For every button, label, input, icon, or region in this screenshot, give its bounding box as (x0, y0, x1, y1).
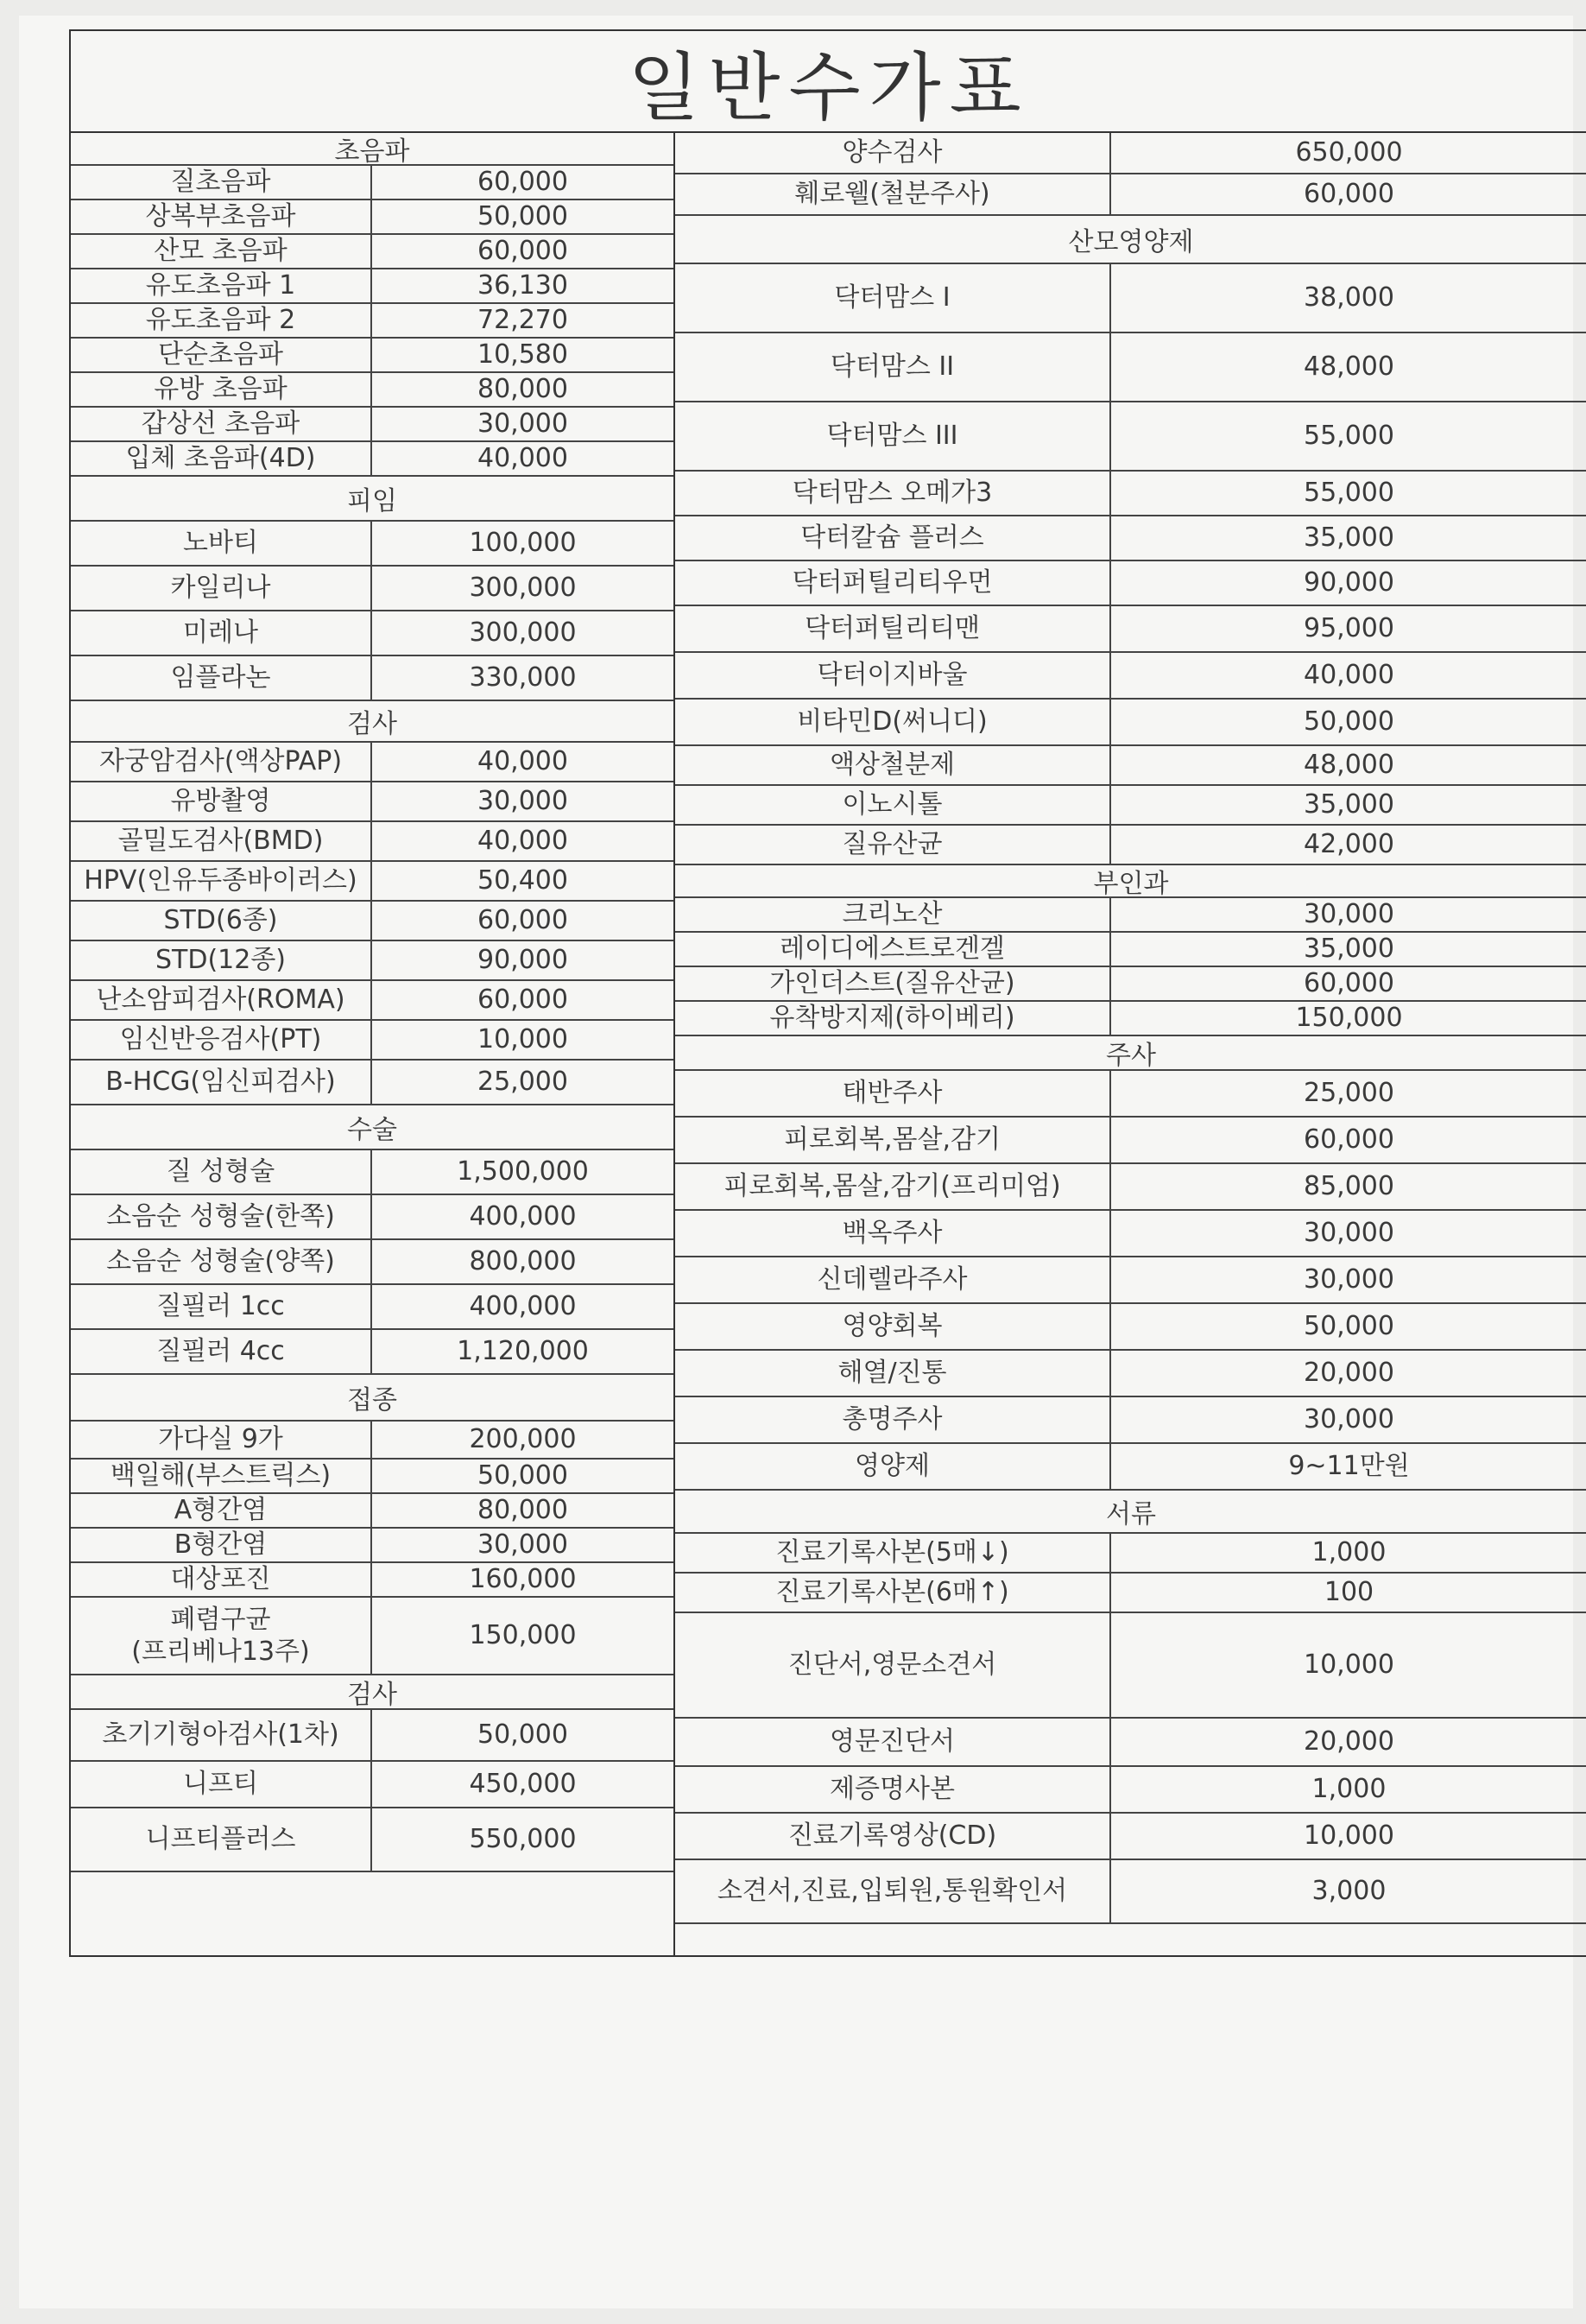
price-row (675, 402, 1586, 472)
item-name: 카일리나 (71, 567, 372, 610)
price-row (675, 1814, 1586, 1860)
item-price: 330,000 (469, 662, 577, 693)
price-table-document (69, 29, 1586, 1957)
price-row (675, 1767, 1586, 1814)
price-row (675, 133, 1586, 174)
item-price: 60,000 (477, 236, 568, 267)
price-row (675, 264, 1586, 333)
price-row (675, 826, 1586, 865)
item-name: 훼로웰(철분주사) (675, 174, 1111, 214)
price-row (675, 516, 1586, 561)
price-row (675, 967, 1586, 1002)
section-header: 초음파 (71, 133, 673, 166)
item-price: 30,000 (477, 408, 568, 440)
price-row (675, 1304, 1586, 1351)
item-price: 400,000 (469, 1201, 577, 1232)
price-row (675, 1860, 1586, 1924)
item-name: 임플라논 (71, 656, 372, 700)
price-row (675, 1211, 1586, 1257)
price-row (71, 782, 673, 822)
item-price: 85,000 (1304, 1171, 1394, 1202)
price-row (675, 606, 1586, 653)
item-name: 소견서,진료,입퇴원,통원확인서 (675, 1860, 1111, 1922)
price-row (675, 1118, 1586, 1164)
item-price: 30,000 (1304, 1404, 1394, 1435)
section-header: 피임 (71, 477, 673, 522)
left-column (71, 133, 675, 1957)
item-name: 골밀도검사(BMD) (71, 822, 372, 860)
item-name: 질필러 1cc (71, 1285, 372, 1328)
price-row (71, 1061, 673, 1105)
price-row (675, 1351, 1586, 1397)
item-name: 닥터칼슘 플러스 (675, 516, 1111, 560)
item-price: 50,000 (477, 201, 568, 232)
item-price: 50,000 (1304, 1311, 1394, 1342)
item-name: 갑상선 초음파 (71, 408, 372, 440)
item-price: 90,000 (477, 945, 568, 976)
item-name: 니프티 (71, 1762, 372, 1807)
item-name: 폐렴구균 (프리베나13주) (71, 1598, 372, 1674)
item-price: 1,500,000 (457, 1156, 589, 1187)
price-row (71, 1529, 673, 1563)
price-row (675, 933, 1586, 967)
price-row (71, 1808, 673, 1872)
price-row (675, 1719, 1586, 1767)
section-header: 주사 (675, 1036, 1586, 1071)
item-price: 60,000 (1304, 1124, 1394, 1156)
item-price: 40,000 (1304, 660, 1394, 691)
item-name: 신데렐라주사 (675, 1257, 1111, 1302)
item-name: 영양회복 (675, 1304, 1111, 1349)
item-price: 40,000 (477, 443, 568, 474)
price-row (71, 166, 673, 200)
price-row (675, 1397, 1586, 1444)
item-price: 40,000 (477, 746, 568, 777)
item-name: 진료기록영상(CD) (675, 1814, 1111, 1859)
item-name: 영양제 (675, 1444, 1111, 1489)
price-row (71, 442, 673, 477)
item-name: 단순초음파 (71, 339, 372, 371)
item-price: 35,000 (1304, 934, 1394, 965)
item-price: 40,000 (477, 826, 568, 857)
item-name: 피로회복,몸살,감기(프리미엄) (675, 1164, 1111, 1209)
item-name: 닥터퍼틸리티우먼 (675, 561, 1111, 605)
item-name: 입체 초음파(4D) (71, 442, 372, 475)
item-price: 10,000 (1304, 1650, 1394, 1681)
item-price: 35,000 (1304, 522, 1394, 554)
item-price: 10,000 (477, 1024, 568, 1055)
item-price: 1,000 (1311, 1537, 1387, 1568)
price-row (675, 472, 1586, 516)
item-price: 300,000 (469, 617, 577, 649)
item-name: 난소암피검사(ROMA) (71, 981, 372, 1019)
item-name: 비타민D(써니디) (675, 700, 1111, 744)
item-price: 42,000 (1304, 829, 1394, 860)
item-price: 90,000 (1304, 567, 1394, 598)
price-row (71, 567, 673, 611)
item-name: 진료기록사본(6매↑) (675, 1574, 1111, 1612)
item-price: 50,000 (1304, 706, 1394, 738)
item-name: 닥터이지바울 (675, 653, 1111, 698)
price-row (71, 1240, 673, 1285)
item-name: 피로회복,몸살,감기 (675, 1118, 1111, 1162)
item-price: 50,000 (477, 1719, 568, 1751)
item-price: 60,000 (1304, 968, 1394, 999)
item-name: 해열/진통 (675, 1351, 1111, 1396)
item-price: 150,000 (1295, 1003, 1403, 1034)
price-row (71, 339, 673, 373)
item-price: 55,000 (1304, 421, 1394, 452)
price-row (675, 333, 1586, 402)
item-price: 30,000 (1304, 899, 1394, 930)
item-name: 총명주사 (675, 1397, 1111, 1442)
item-name: 니프티플러스 (71, 1808, 372, 1871)
price-row (71, 822, 673, 862)
item-price: 80,000 (477, 374, 568, 405)
item-price: 48,000 (1304, 750, 1394, 781)
item-name: 백옥주사 (675, 1211, 1111, 1256)
item-price: 30,000 (1304, 1264, 1394, 1295)
item-price: 10,000 (1304, 1821, 1394, 1852)
item-price: 48,000 (1304, 351, 1394, 383)
price-row (71, 1710, 673, 1762)
item-name: 레이디에스트로겐겔 (675, 933, 1111, 966)
price-row (71, 1762, 673, 1808)
item-price: 450,000 (469, 1769, 577, 1800)
section-header: 수술 (71, 1105, 673, 1150)
item-price: 800,000 (469, 1246, 577, 1277)
price-table (71, 133, 1586, 1957)
item-name: 대상포진 (71, 1563, 372, 1596)
item-name: STD(12종) (71, 941, 372, 979)
item-name: 질유산균 (675, 826, 1111, 864)
item-name: 닥터퍼틸리티맨 (675, 606, 1111, 651)
item-name: 산모 초음파 (71, 235, 372, 268)
right-column (675, 133, 1586, 1957)
item-name: 가인더스트(질유산균) (675, 967, 1111, 1000)
price-row (675, 1534, 1586, 1574)
item-name: 이노시톨 (675, 786, 1111, 824)
item-name: 미레나 (71, 611, 372, 655)
price-row (675, 746, 1586, 786)
item-price: 1,000 (1311, 1774, 1387, 1805)
item-name: 닥터맘스 오메가3 (675, 472, 1111, 515)
item-price: 35,000 (1304, 789, 1394, 820)
item-price: 650,000 (1295, 137, 1403, 168)
price-row (71, 1494, 673, 1529)
item-price: 80,000 (477, 1495, 568, 1526)
section-header: 서류 (675, 1491, 1586, 1534)
item-price: 60,000 (477, 167, 568, 198)
price-row (675, 653, 1586, 700)
price-row (675, 174, 1586, 216)
item-name: B형간염 (71, 1529, 372, 1561)
section-header: 접종 (71, 1375, 673, 1422)
price-row (71, 235, 673, 269)
price-row (71, 862, 673, 902)
item-name: 초기기형아검사(1차) (71, 1710, 372, 1760)
price-row (71, 373, 673, 408)
item-name: 닥터맘스 II (675, 333, 1111, 401)
item-name: 닥터맘스 III (675, 402, 1111, 470)
item-price: 160,000 (469, 1564, 577, 1595)
price-row (71, 1285, 673, 1330)
item-price: 36,130 (477, 270, 568, 301)
price-row (71, 304, 673, 339)
item-price: 100 (1324, 1577, 1374, 1608)
item-name: 질초음파 (71, 166, 372, 199)
item-price: 1,120,000 (457, 1336, 589, 1367)
item-name: STD(6종) (71, 902, 372, 940)
item-name: 소음순 성형술(양쪽) (71, 1240, 372, 1283)
document-title: 일반수가표 (71, 31, 1586, 133)
item-price: 30,000 (477, 786, 568, 817)
item-name: 자궁암검사(액상PAP) (71, 743, 372, 781)
item-name: 액상철분제 (675, 746, 1111, 784)
price-row (675, 1444, 1586, 1491)
item-price: 30,000 (1304, 1218, 1394, 1249)
price-row (71, 981, 673, 1021)
price-row (675, 898, 1586, 933)
price-row (71, 1021, 673, 1061)
item-name: 양수검사 (675, 133, 1111, 173)
price-row (71, 1563, 673, 1598)
item-name: 유도초음파 2 (71, 304, 372, 337)
item-name: 유도초음파 1 (71, 269, 372, 302)
item-name: 질 성형술 (71, 1150, 372, 1194)
item-name: 진료기록사본(5매↓) (675, 1534, 1111, 1572)
item-price: 20,000 (1304, 1726, 1394, 1757)
item-price: 3,000 (1311, 1876, 1387, 1907)
price-row (675, 1002, 1586, 1036)
item-name: A형간염 (71, 1494, 372, 1527)
item-price: 20,000 (1304, 1358, 1394, 1389)
item-name: 질필러 4cc (71, 1330, 372, 1373)
section-header: 부인과 (675, 865, 1586, 898)
item-price: 72,270 (477, 305, 568, 336)
item-name: B-HCG(임신피검사) (71, 1061, 372, 1104)
item-price: 25,000 (477, 1067, 568, 1098)
section-header: 검사 (71, 1675, 673, 1710)
price-row (71, 522, 673, 567)
item-price: 55,000 (1304, 478, 1394, 509)
item-name: 제증명사본 (675, 1767, 1111, 1812)
price-row (675, 1071, 1586, 1118)
item-name: 크리노산 (675, 898, 1111, 931)
price-row (71, 1330, 673, 1375)
item-price: 50,400 (477, 865, 568, 896)
price-row (71, 902, 673, 941)
section-header: 산모영양제 (675, 216, 1586, 264)
section-header: 검사 (71, 701, 673, 743)
item-price: 550,000 (469, 1824, 577, 1855)
price-row (71, 1460, 673, 1494)
price-row (71, 1150, 673, 1195)
item-price: 60,000 (477, 985, 568, 1016)
item-name: 노바티 (71, 522, 372, 565)
item-price: 300,000 (469, 573, 577, 604)
item-name: 영문진단서 (675, 1719, 1111, 1765)
item-price: 50,000 (477, 1460, 568, 1491)
item-name: HPV(인유두종바이러스) (71, 862, 372, 900)
price-row (675, 1613, 1586, 1719)
item-name: 유착방지제(하이베리) (675, 1002, 1111, 1035)
paper-sheet (19, 16, 1573, 2308)
price-row (71, 1422, 673, 1460)
price-row (71, 200, 673, 235)
item-price: 9~11만원 (1288, 1451, 1410, 1482)
price-row (71, 656, 673, 701)
price-row (71, 269, 673, 304)
price-row (71, 1598, 673, 1675)
item-name: 닥터맘스 I (675, 264, 1111, 332)
price-row (675, 1164, 1586, 1211)
item-price: 150,000 (469, 1620, 577, 1651)
price-row (71, 408, 673, 442)
price-row (71, 941, 673, 981)
price-row (675, 1574, 1586, 1613)
item-name: 임신반응검사(PT) (71, 1021, 372, 1059)
item-price: 10,580 (477, 339, 568, 370)
item-name: 유방 초음파 (71, 373, 372, 406)
price-row (675, 786, 1586, 826)
item-name: 백일해(부스트릭스) (71, 1460, 372, 1492)
item-name: 소음순 성형술(한쪽) (71, 1195, 372, 1238)
item-price: 200,000 (469, 1424, 577, 1455)
item-name: 진단서,영문소견서 (675, 1613, 1111, 1717)
item-price: 30,000 (477, 1529, 568, 1561)
item-price: 95,000 (1304, 613, 1394, 644)
price-row (675, 1257, 1586, 1304)
item-price: 25,000 (1304, 1078, 1394, 1109)
item-name: 유방촬영 (71, 782, 372, 820)
price-row (675, 700, 1586, 746)
price-row (71, 743, 673, 782)
item-name: 상복부초음파 (71, 200, 372, 233)
price-row (71, 611, 673, 656)
item-name: 가다실 9가 (71, 1422, 372, 1458)
item-price: 60,000 (1304, 179, 1394, 210)
price-row (675, 561, 1586, 606)
price-row (71, 1195, 673, 1240)
item-price: 60,000 (477, 905, 568, 936)
item-price: 38,000 (1304, 282, 1394, 313)
item-price: 400,000 (469, 1291, 577, 1322)
item-price: 100,000 (469, 528, 577, 559)
item-name: 태반주사 (675, 1071, 1111, 1116)
